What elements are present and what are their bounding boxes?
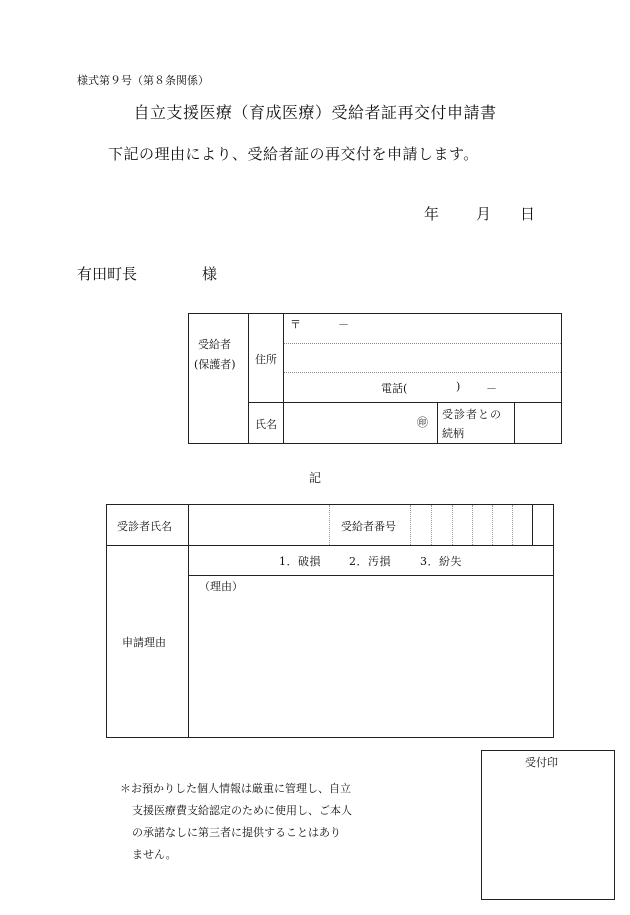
addressee-name: 有田町長	[77, 265, 138, 283]
number-cell-divider	[492, 505, 493, 545]
date-year-label: 年	[424, 205, 440, 223]
date-day-label: 日	[520, 205, 536, 223]
privacy-notice-line: ＊お預かりした個人情報は厳重に管理し、自立	[120, 782, 351, 795]
guardian-label: (保護者)	[194, 358, 236, 371]
table-border	[106, 737, 554, 738]
option-damaged: 1．破損	[279, 555, 321, 568]
name-label: 氏名	[255, 418, 277, 431]
privacy-notice	[120, 778, 380, 866]
recipient-number-label: 受給者番号	[341, 520, 396, 533]
number-cell-divider	[512, 505, 513, 545]
table-border	[561, 313, 562, 444]
table-border	[532, 504, 533, 546]
addressee-honorific: 様	[202, 265, 218, 283]
number-cell-divider	[431, 505, 432, 545]
reason-label: 申請理由	[122, 636, 166, 649]
table-border	[106, 504, 107, 738]
privacy-notice-line: の承諾なしに第三者に提供することはあり	[132, 826, 341, 839]
date-month-label: 月	[476, 205, 492, 223]
postal-mark: 〒	[290, 318, 301, 331]
receipt-stamp-label: 受付印	[525, 756, 558, 769]
address-label: 住所	[255, 353, 277, 366]
postal-dash: －	[338, 318, 349, 331]
privacy-notice-line: ません。	[132, 848, 177, 861]
privacy-notice-line: 支援医療費支給認定のために使用し、ご本人	[132, 804, 352, 817]
intro-text: 下記の理由により、受給者証の再交付を申請します。	[108, 145, 479, 163]
table-border	[188, 504, 189, 738]
patient-name-label: 受診者氏名	[117, 520, 172, 533]
relation-label-2: 続柄	[442, 427, 464, 440]
option-lost: 3．紛失	[420, 555, 462, 568]
table-border	[553, 504, 554, 738]
relation-label: 受診者との	[442, 408, 502, 421]
address-line	[284, 372, 561, 373]
receipt-stamp-box	[481, 750, 615, 900]
number-cell-divider	[410, 505, 411, 545]
number-cell-divider	[452, 505, 453, 545]
phone-label: 電話(	[381, 382, 408, 395]
applicant-label: 受給者	[198, 338, 231, 351]
table-border	[188, 313, 189, 444]
reason-heading: （理由）	[199, 580, 243, 593]
table-border	[188, 313, 562, 314]
table-border	[188, 443, 562, 444]
name-number-divider	[329, 505, 330, 545]
document-title: 自立支援医療（育成医療）受給者証再交付申請書	[133, 103, 497, 122]
table-border	[514, 402, 515, 444]
table-border	[106, 545, 554, 546]
table-border	[437, 402, 438, 444]
seal-mark: ㊞	[417, 416, 428, 429]
table-border	[106, 504, 554, 505]
table-border	[248, 313, 249, 444]
table-border	[188, 575, 554, 576]
address-line	[284, 343, 561, 344]
form-number: 様式第９号（第８条関係）	[77, 74, 209, 87]
record-mark: 記	[308, 471, 321, 485]
table-border	[283, 313, 284, 444]
number-cell-divider	[472, 505, 473, 545]
phone-dash: －	[486, 382, 497, 395]
option-soiled: 2．汚損	[349, 555, 391, 568]
phone-close: )	[456, 380, 461, 393]
